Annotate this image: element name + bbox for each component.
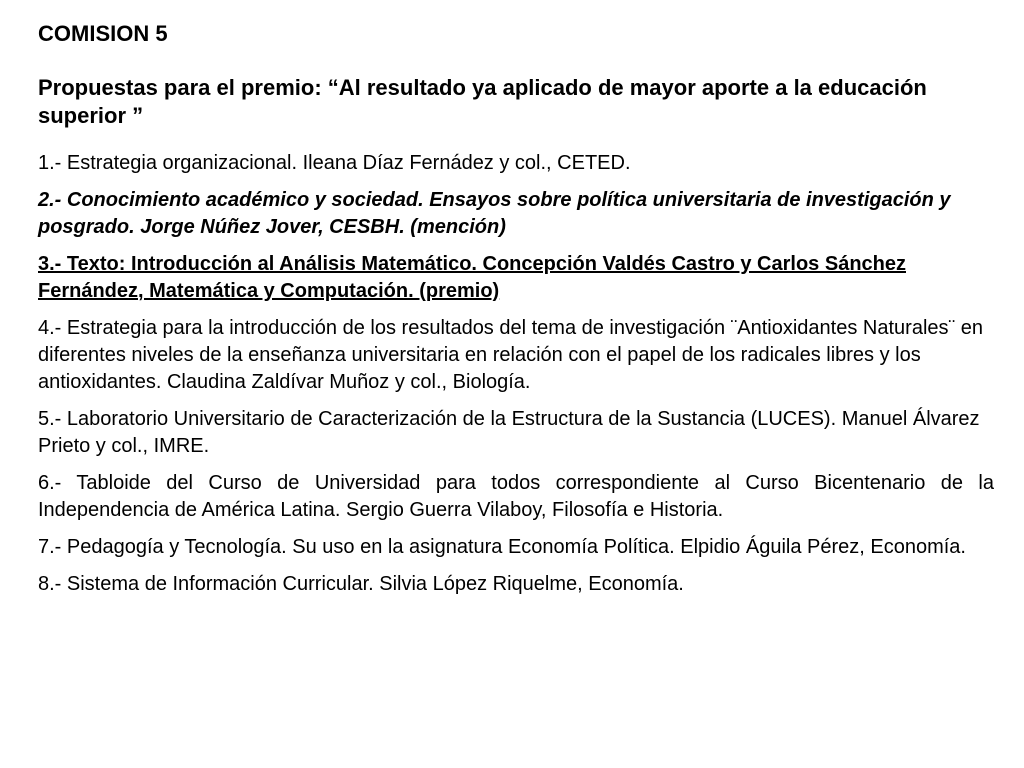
proposal-item-5: 5.- Laboratorio Universitario de Caracterización de la Estructura de la Sustancia (LUCES). Manuel Álvarez Prieto y col., IMRE. xyxy=(38,408,980,457)
proposal-item-3-prize: 3.- Texto: Introducción al Análisis Matemático. Concepción Valdés Castro y Carlos Sánchez Fernández, Matemática y Computación. (premio) xyxy=(38,253,906,302)
proposal-list xyxy=(38,150,994,598)
proposal-item-4: 4.- Estrategia para la introducción de los resultados del tema de investigación ¨Antioxidantes Naturales¨ en diferentes niveles de la enseñanza universitaria en relación con el papel de los radicales libres y los antioxidantes. Claudina Zaldívar Muñoz y col., Biología. xyxy=(38,317,983,393)
proposal-item-1: 1.- Estrategia organizacional. Ileana Díaz Fernádez y col., CETED. xyxy=(38,152,631,174)
proposal-item-7: 7.- Pedagogía y Tecnología. Su uso en la asignatura Economía Política. Elpidio Águila Pérez, Economía. xyxy=(38,536,966,558)
proposal-item-6: 6.- Tabloide del Curso de Universidad para todos correspondiente al Curso Bicentenario de la Independencia de América Latina. Sergio Guerra Vilaboy, Filosofía e Historia. xyxy=(38,472,994,521)
slide-title: COMISION 5 xyxy=(38,21,168,46)
slide-content xyxy=(38,20,994,608)
proposal-item-8: 8.- Sistema de Información Curricular. Silvia López Riquelme, Economía. xyxy=(38,573,684,595)
slide-subtitle: Propuestas para el premio: “Al resultado ya aplicado de mayor aporte a la educación superior ” xyxy=(38,75,927,128)
proposal-item-2-mention: 2.- Conocimiento académico y sociedad. Ensayos sobre política universitaria de investigación y posgrado. Jorge Núñez Jover, CESBH. (mención) xyxy=(38,189,951,238)
